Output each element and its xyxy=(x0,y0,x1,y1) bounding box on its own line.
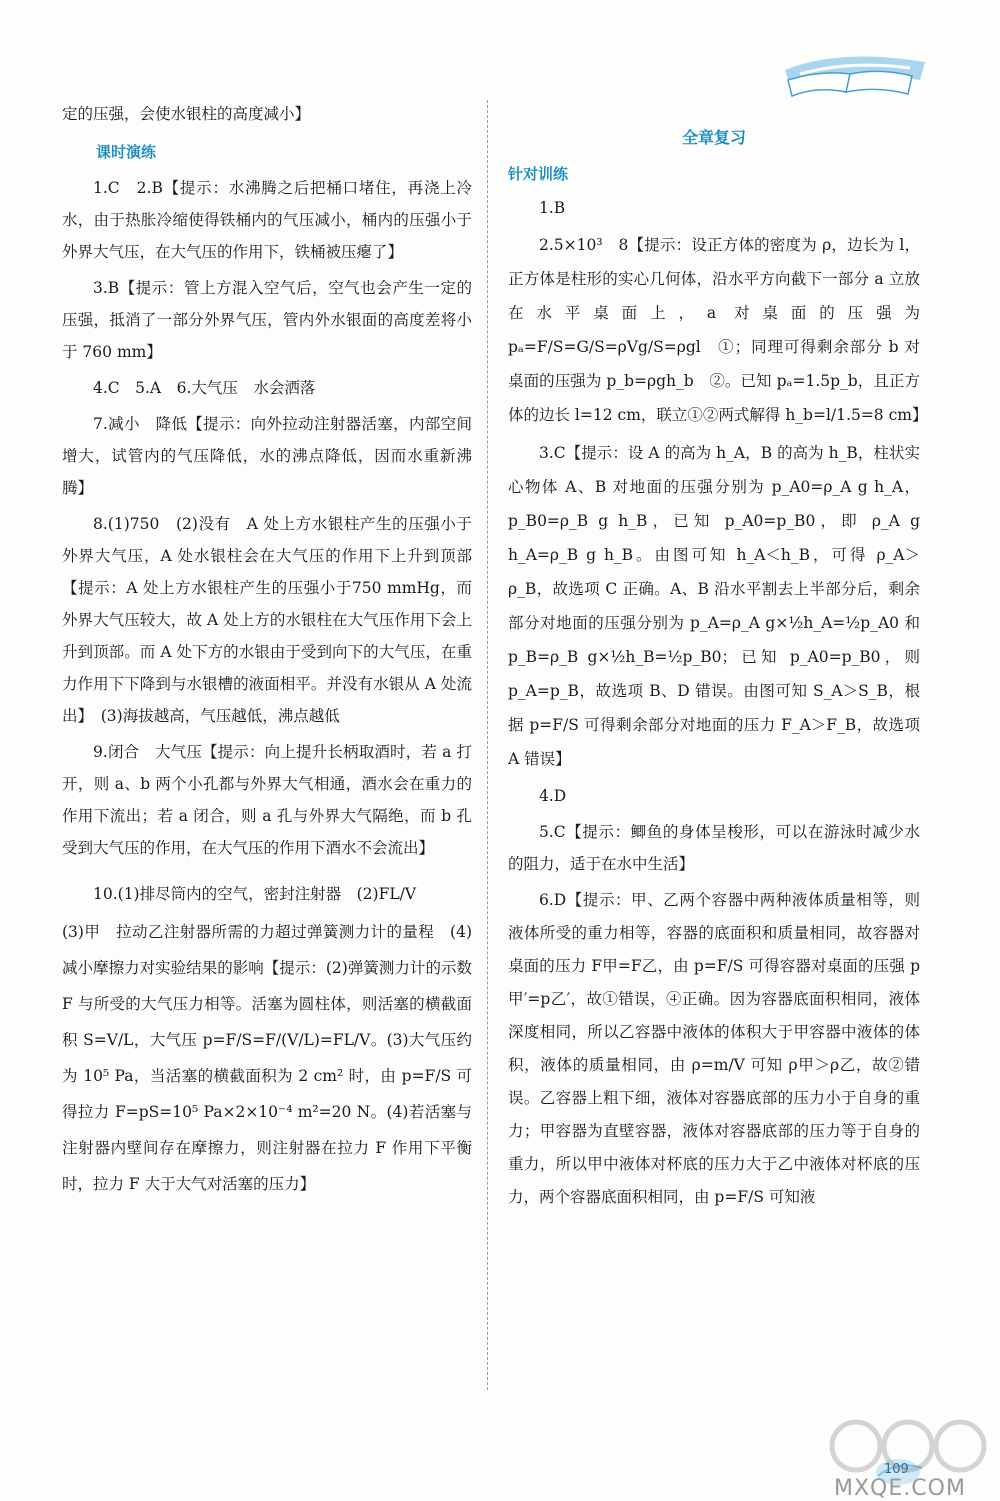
answer-item: 10.(1)排尽筒内的空气，密封注射器 (2)FL/V xyxy=(93,885,417,903)
section-title-targeted-training: 针对训练 xyxy=(508,165,569,183)
column-divider xyxy=(487,100,488,1390)
answer-item: 6.D【提示：甲、乙两个容器中两种液体质量相等，则液体所受的重力相等，容器的底面积和质量相同，故容器对桌面的压力 F甲=F乙，由 p=F/S 可得容器对桌面的压强 p甲′=p乙′，故①错误，④正确。因为容器底面积相同，液体深度相同，所以乙容器中液体的体积大于甲容器中液体的体积，液体的质量相同，由 ρ=m/V 可知 ρ甲＞ρ乙，故②错误。乙容器上粗下细，液体对容器底部的压力小于自身的重力；甲容器为直壁容器，液体对容器底部的压力等于自身的重力，所以甲中液体对杯底的压力大于乙中液体对杯底的压力，两个容器底面积相同，由 p=F/S 可知液 xyxy=(508,891,920,1206)
left-column xyxy=(62,98,472,1206)
answer-item: 2.5×10³ 8【提示：设正方体的密度为 ρ，边长为 l，正方体是柱形的实心几何体，沿水平方向截下一部分 a 立放在水平桌面上，a 对桌面的压强为 pₐ=F/S=G/S=ρVg/S=ρgl ①；同理可得剩余部分 b 对桌面的压强为 p_b=ρgh_b ②。已知 pₐ=1.5p_b，且正方体的边长 l=12 cm，联立①②两式解得 h_b=l/1.5=8 cm】 xyxy=(508,236,928,424)
book-icon xyxy=(780,40,930,100)
watermark-text: MXQE.COM xyxy=(834,1476,966,1501)
answer-item: 1.B xyxy=(539,199,566,217)
answer-item: 4.C 5.A 6.大气压 水会洒落 xyxy=(93,379,316,397)
answer-item-continued: (3)甲 拉动乙注射器所需的力超过弹簧测力计的量程 (4)减小摩擦力对实验结果的影响【提示：(2)弹簧测力计的示数 F 与所受的大气压力相等。活塞为圆柱体，则活塞的横截面积 S=V/L，大气压 p=F/S=F/(V/L)=FL/V。(3)大气压约为 10⁵ Pa，当活塞的横截面积为 2 cm² 时，由 p=F/S 可得拉力 F=pS=10⁵ Pa×2×10⁻⁴ m²=20 N。(4)若活塞与注射器内壁间存在摩擦力，则注射器在拉力 F 作用下平衡时，拉力 F 大于大气对活塞的压力】 xyxy=(62,923,472,1193)
answer-item: 8.(1)750 (2)没有 A 处上方水银柱产生的压强小于外界大气压，A 处水银柱会在大气压的作用下上升到顶部【提示：A 处上方水银柱产生的压强小于750 mmHg，而外界大气压较大，故 A 处上方的水银柱在大气压作用下会上升到顶部。而 A 处下方的水银由于受到向下的大气压，在重力作用下下降到与水银槽的液面相平。并没有水银从 A 处流出】 (3)海拔越高，气压越低，沸点越低 xyxy=(62,515,472,725)
answer-item: 7.减小 降低【提示：向外拉动注射器活塞，内部空间增大，试管内的气压降低，水的沸点降低，因而水重新沸腾】 xyxy=(62,415,472,497)
page-number-text: 109 xyxy=(884,1462,909,1477)
answer-item: 5.C【提示：鲫鱼的身体呈梭形，可以在游泳时减少水的阻力，适于在水中生活】 xyxy=(508,823,920,873)
answer-item: 3.C【提示：设 A 的高为 h_A，B 的高为 h_B，柱状实心物体 A、B 对地面的压强分别为 p_A0=ρ_A g h_A，p_B0=ρ_B g h_B，已知 p_A0=p_B0，即 ρ_A g h_A=ρ_B g h_B。由图可知 h_A＜h_B，可得 ρ_A＞ρ_B，故选项 C 正确。A、B 沿水平割去上半部分后，剩余部分对地面的压强分别为 p_A=ρ_A g×½h_A=½p_A0 和 p_B=ρ_B g×½h_B=½p_B0；已知 p_A0=p_B0，则 p_A=p_B，故选项 B、D 错误。由图可知 S_A＞S_B，根据 p=F/S 可得剩余部分对地面的压力 F_A＞F_B，故选项 A 错误】 xyxy=(508,444,920,768)
answer-item: 3.B【提示：管上方混入空气后，空气也会产生一定的压强，抵消了一部分外界气压，管内外水银面的高度差将小于 760 mm】 xyxy=(62,279,472,361)
right-column xyxy=(508,98,928,1218)
chapter-review-title: 全章复习 xyxy=(681,128,746,147)
section-title-lesson-practice: 课时演练 xyxy=(96,143,157,161)
answer-item: 9.闭合 大气压【提示：向上提升长柄取酒时，若 a 打开，则 a、b 两个小孔都与外界大气相通，酒水会在重力的作用下流出；若 a 闭合，则 a 孔与外界大气隔绝，而 b 孔受到大气压的作用，在大气压的作用下酒水不会流出】 xyxy=(62,743,472,857)
answer-item: 1.C 2.B【提示：水沸腾之后把桶口堵住，再浇上冷水，由于热胀冷缩使得铁桶内的气压减小，桶内的压强小于外界大气压，在大气压的作用下，铁桶被压瘪了】 xyxy=(62,179,472,261)
answer-item: 4.D xyxy=(539,787,567,805)
left-intro: 定的压强，会使水银柱的高度减小】 xyxy=(62,105,311,123)
